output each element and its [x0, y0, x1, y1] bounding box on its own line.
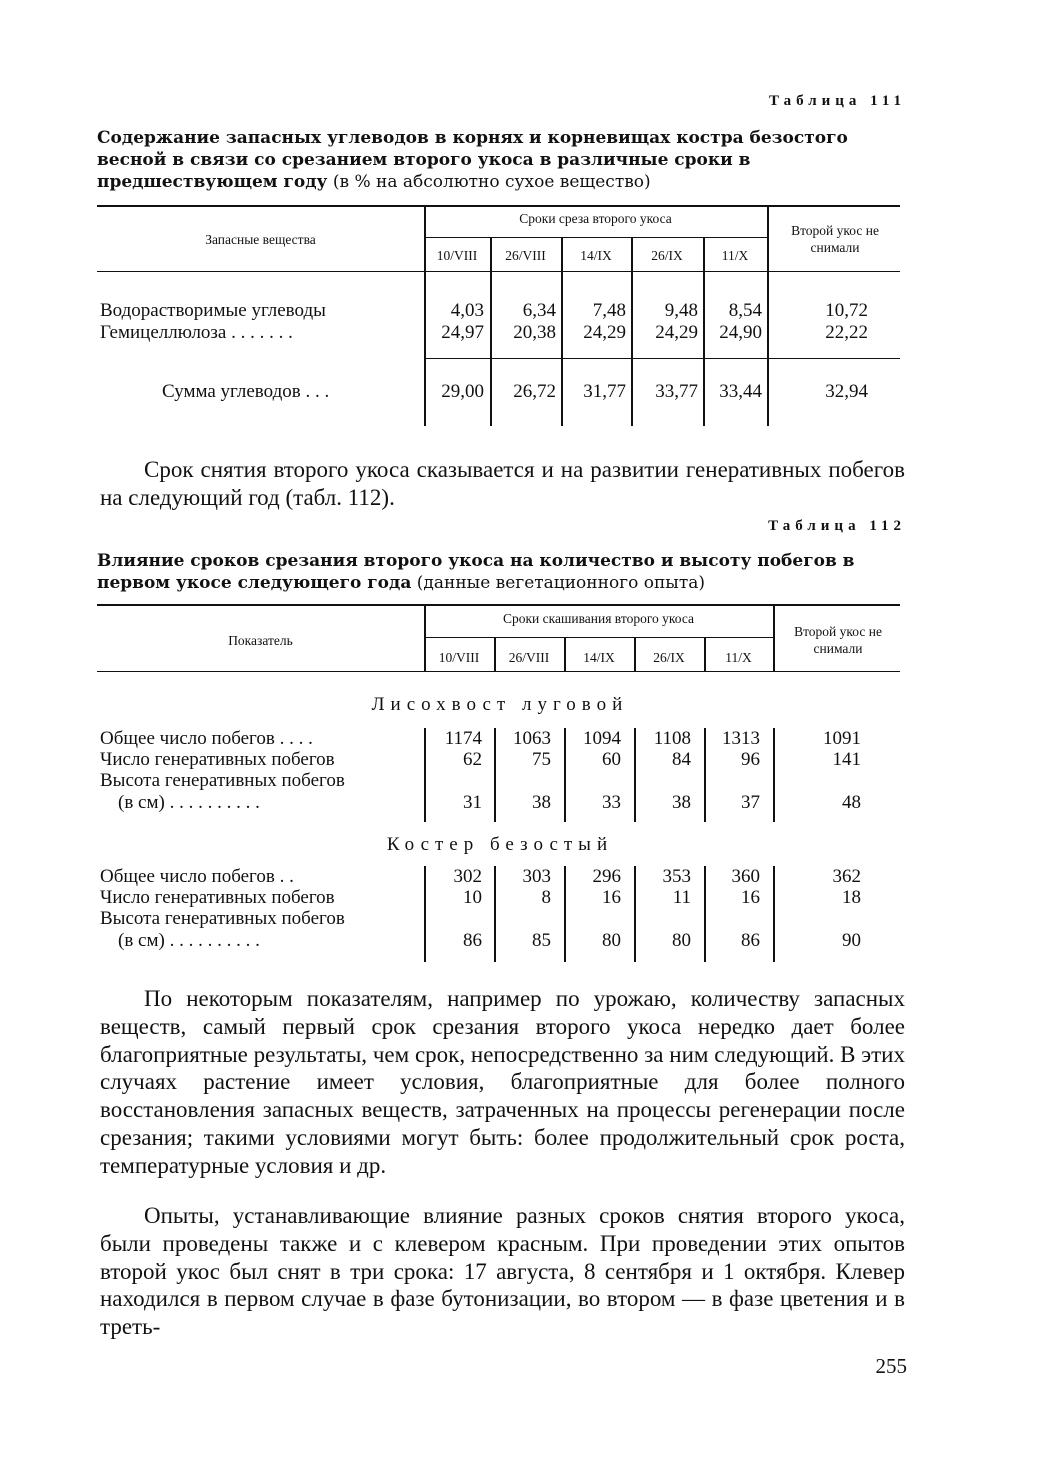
table-cell: 303	[522, 866, 551, 887]
table-cell: 80	[672, 930, 691, 951]
table-cell: 33	[602, 792, 621, 813]
table-cell: 31	[463, 792, 482, 813]
page-number: 255	[875, 1354, 907, 1378]
table-111-date: 26/VIII	[505, 248, 546, 263]
table-cell: 24,90	[719, 322, 762, 343]
table-112-caption-rest: (данные вегетационного опыта)	[411, 573, 705, 593]
table-112-caption	[97, 550, 917, 594]
table-cell: 20,38	[513, 322, 556, 343]
table-cell: 1174	[444, 728, 482, 749]
table-111-total-label: Сумма углеводов . . .	[162, 381, 330, 402]
table-cell: 141	[832, 749, 861, 770]
table-111-date: 26/IX	[651, 248, 683, 263]
table-112-last-head: Второй укос не снимали	[794, 624, 882, 656]
table-cell: 16	[602, 887, 621, 908]
table-cell: 360	[731, 866, 760, 887]
table-112-date: 26/VIII	[508, 650, 550, 665]
table-111-caption-bold: Содержание запасных углеводов в корнях и корневищах костра безостого весной в связи со срезанием второго укоса в различные сроки в предшествующем году	[97, 128, 848, 192]
table-cell: 37	[741, 792, 760, 813]
table-112-row-label: Общее число побегов . .	[100, 866, 294, 887]
table-cell: 1091	[823, 728, 861, 749]
table-cell: 80	[602, 930, 621, 951]
table-111-caption	[97, 127, 917, 193]
table-cell: 7,48	[592, 300, 626, 321]
table-cell: 4,03	[450, 300, 484, 321]
table-111-label: Таблица 111	[768, 93, 906, 109]
table-cell: 9,48	[664, 300, 698, 321]
section-title: Лисохвост луговой	[371, 694, 629, 715]
table-111-date: 11/X	[721, 248, 749, 263]
table-112-date: 14/IX	[583, 650, 615, 665]
table-cell: 86	[463, 930, 482, 951]
table-cell: 8,54	[728, 300, 762, 321]
table-111-last-head: Второй укос не снимали	[791, 223, 879, 255]
table-cell: 1313	[722, 728, 760, 749]
table-111-caption-rest: (в % на абсолютно сухое вещество)	[327, 172, 651, 192]
table-112-row-label: Число генеративных побегов	[100, 749, 335, 770]
table-cell: 86	[741, 930, 760, 951]
table-cell: 96	[741, 749, 760, 770]
paragraph: Срок снятия второго укоса сказывается и на развитии генеративных побегов на следующий год (табл. 112).	[100, 457, 905, 510]
table-112-row-label: Общее число побегов . . . .	[100, 728, 313, 749]
table-cell: 33,44	[719, 381, 762, 402]
table-112-row-label-cont: (в см) . . . . . . . . . .	[118, 792, 260, 813]
table-cell: 362	[832, 866, 861, 887]
table-cell: 24,29	[655, 322, 698, 343]
table-111-col-head: Запасные вещества	[205, 232, 316, 247]
table-cell: 29,00	[441, 381, 484, 402]
table-cell: 48	[842, 792, 861, 813]
table-cell: 24,97	[441, 322, 484, 343]
table-cell: 1063	[513, 728, 551, 749]
table-cell: 75	[532, 749, 551, 770]
table-cell: 38	[672, 792, 691, 813]
table-cell: 10	[463, 887, 482, 908]
section-title: Костер безостый	[386, 834, 614, 855]
table-cell: 296	[592, 866, 621, 887]
table-cell: 22,22	[825, 322, 868, 343]
paragraph: По некоторым показателям, например по урожаю, количеству запасных веществ, самый первый срок срезания второго укоса нередко дает более благоприятные результаты, чем срок, непосредственно за ним следующий. В этих случаях растение имеет условия, благоприятные для более полного восстановления запасных веществ, затраченных на процессы регенерации после срезания; такими условиями могут быть: более продолжительный срок роста, температурные условия и др.	[100, 986, 905, 1178]
table-cell: 8	[541, 887, 551, 908]
table-111-row-label: Водорастворимые углеводы	[100, 300, 326, 321]
table-cell: 62	[463, 749, 482, 770]
table-cell: 26,72	[513, 381, 556, 402]
table-cell: 6,34	[522, 300, 556, 321]
table-cell: 90	[842, 930, 861, 951]
table-cell: 1094	[583, 728, 621, 749]
table-112-date: 26/IX	[653, 650, 685, 665]
table-cell: 33,77	[655, 381, 698, 402]
table-111-row-label: Гемицеллюлоза . . . . . . .	[100, 322, 293, 343]
table-cell: 16	[741, 887, 760, 908]
table-112-col-head: Показатель	[228, 633, 293, 648]
table-cell: 38	[532, 792, 551, 813]
table-cell: 60	[602, 749, 621, 770]
table-cell: 31,77	[583, 381, 626, 402]
table-112-date: 10/VIII	[438, 650, 480, 665]
table-112-date: 11/X	[725, 650, 752, 665]
table-cell: 85	[532, 930, 551, 951]
table-112-group-head: Сроки скашивания второго укоса	[502, 611, 695, 626]
table-112-label: Таблица 112	[768, 518, 906, 534]
table-cell: 10,72	[825, 300, 868, 321]
table-cell: 1108	[653, 728, 691, 749]
table-cell: 32,94	[825, 381, 868, 402]
table-112-row-label-cont: (в см) . . . . . . . . . .	[118, 930, 260, 951]
table-112-row-label: Высота генеративных побегов	[100, 770, 345, 791]
table-cell: 11	[672, 887, 691, 908]
table-cell: 24,29	[583, 322, 626, 343]
table-111-group-head: Сроки среза второго укоса	[519, 211, 672, 226]
table-cell: 353	[662, 866, 691, 887]
table-112-row-label: Высота генеративных побегов	[100, 908, 345, 929]
table-111-date: 10/VIII	[436, 248, 478, 263]
table-112-row-label: Число генеративных побегов	[100, 887, 335, 908]
table-112-caption-bold: Влияние сроков срезания второго укоса на количество и высоту побегов в первом укосе следующего года	[97, 551, 855, 593]
table-cell: 18	[842, 887, 861, 908]
table-cell: 84	[672, 749, 691, 770]
paragraph: Опыты, устанавливающие влияние разных сроков снятия второго укоса, были проведены также и с клевером красным. При проведении этих опытов второй укос был снят в три срока: 17 августа, 8 сентября и 1 октября. Клевер находился в первом случае в фазе бутонизации, во втором — в фазе цветения и в треть-	[100, 1203, 905, 1340]
table-cell: 302	[453, 866, 482, 887]
table-111-date: 14/IX	[580, 248, 612, 263]
